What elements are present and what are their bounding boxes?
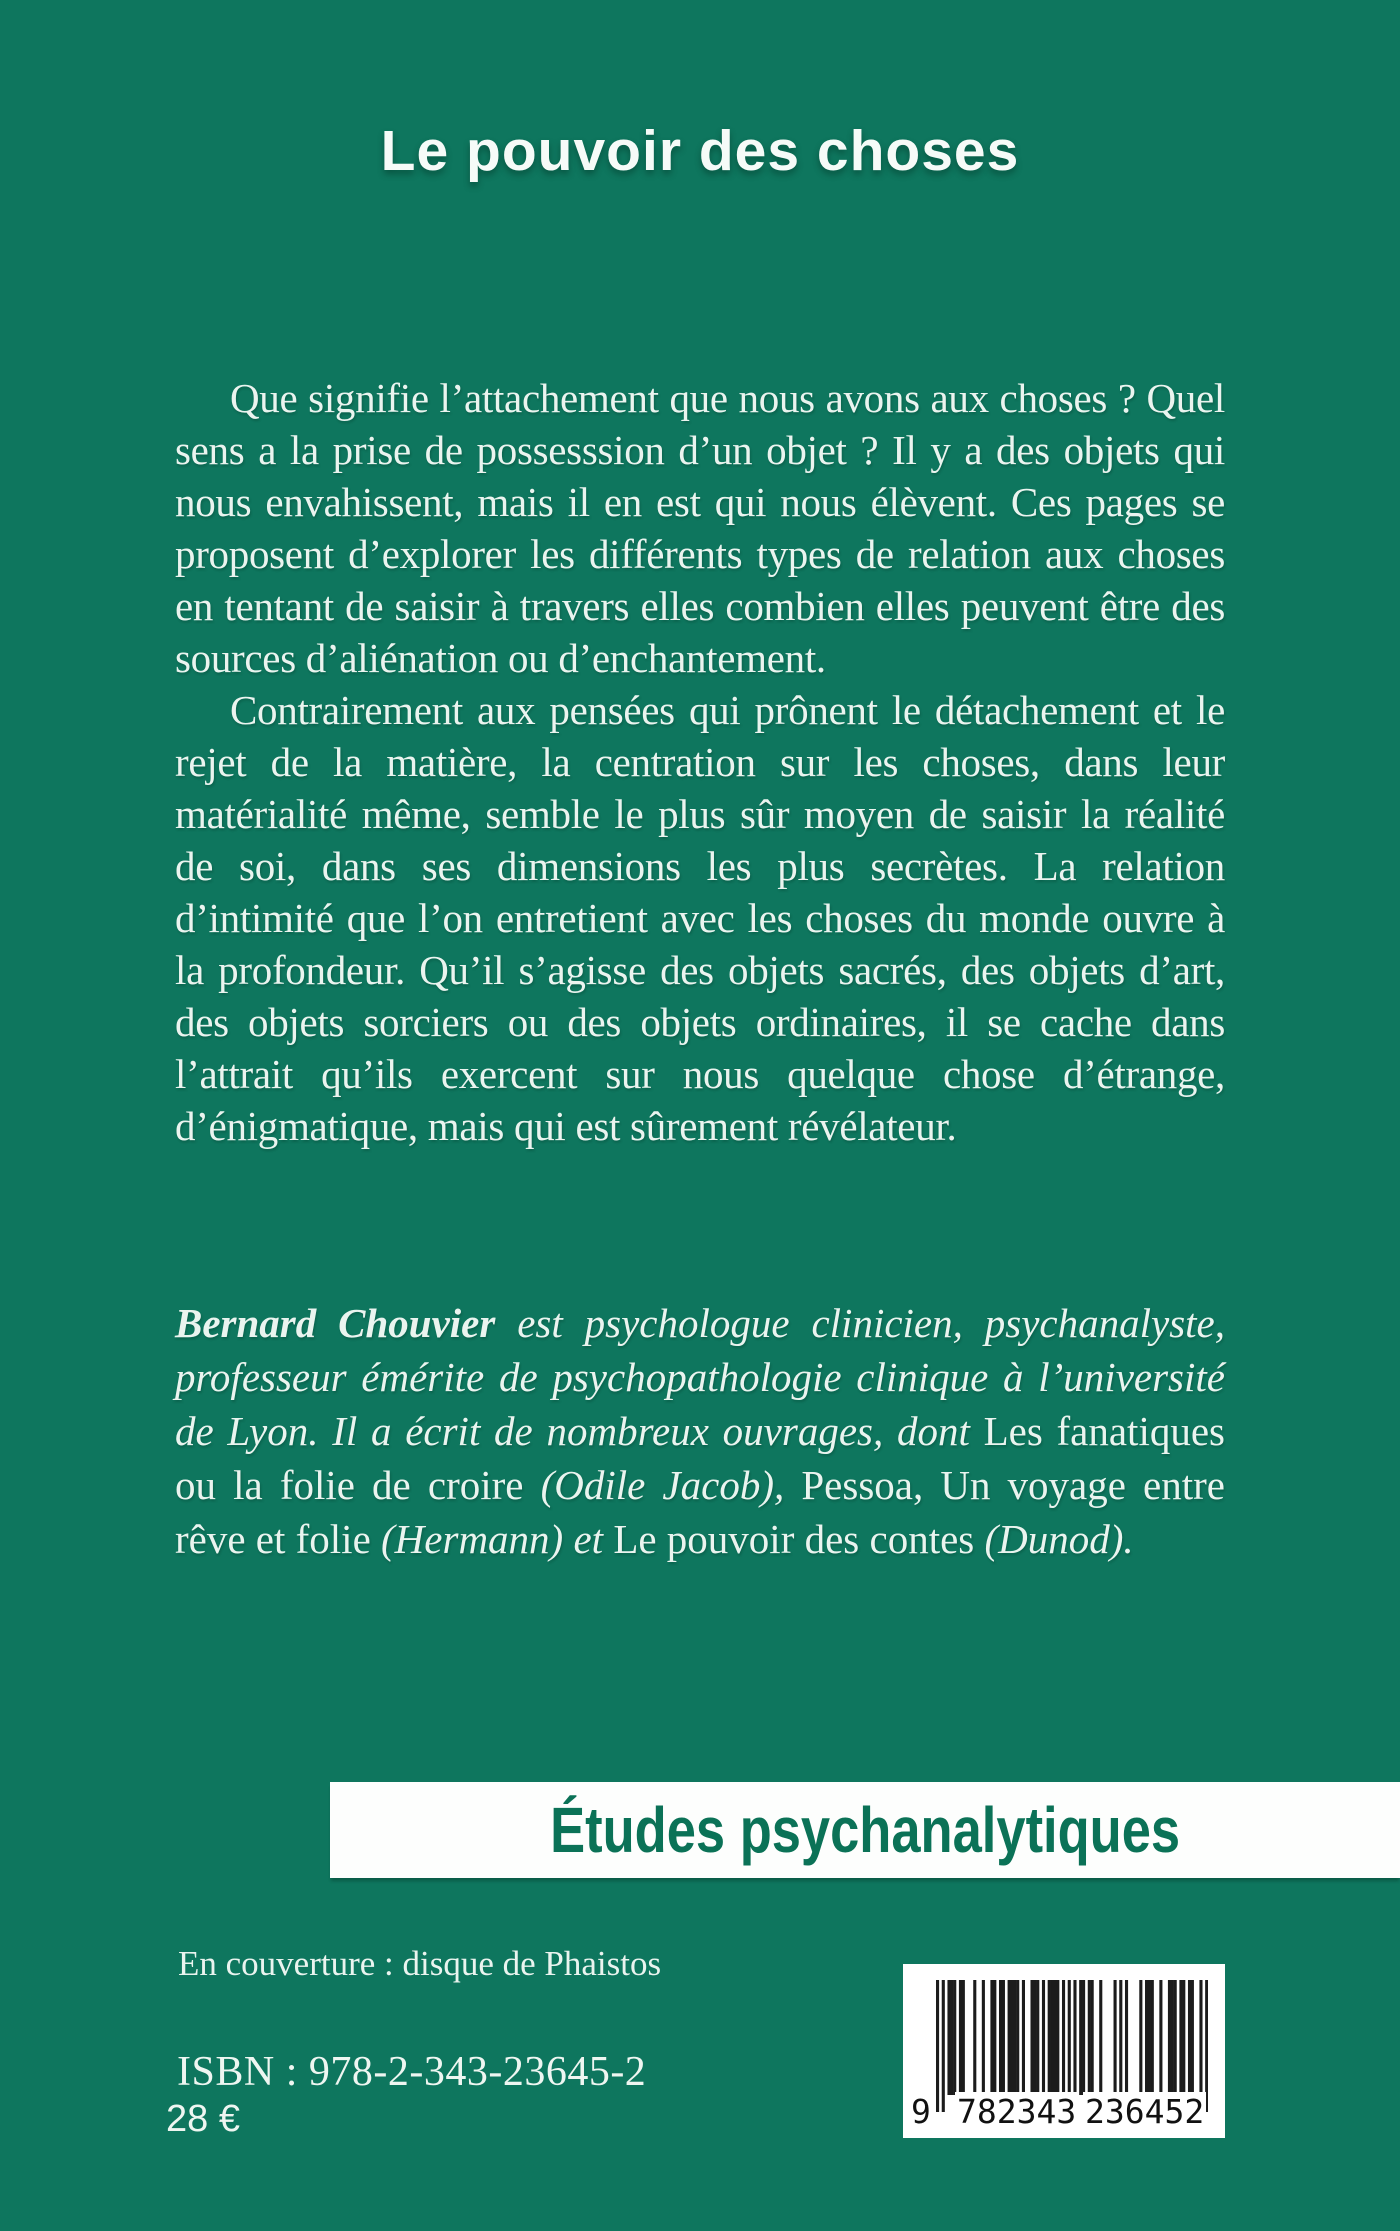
synopsis-block <box>175 372 1225 1152</box>
bio-segment: Bernard Chouvier <box>175 1300 496 1346</box>
barcode <box>903 1964 1225 2138</box>
barcode-digits <box>903 2092 1225 2132</box>
cover-illustration-note: En couverture : disque de Phaistos <box>178 1944 662 1983</box>
bio-segment: (Dunod). <box>984 1516 1134 1562</box>
price-label: 28 € <box>166 2098 240 2140</box>
bio-segment: est psychologue clinicien, psychanalyste, professeur émérite de psychopathologie clinique à l’université de Lyon. Il a écrit de nombreux ouvrages, dont <box>175 1300 1225 1454</box>
barcode-digit-left: 9 <box>911 2092 931 2131</box>
barcode-digit-group-1: 782343 <box>957 2092 1077 2131</box>
collection-banner <box>330 1782 1400 1878</box>
barcode-digit-group-2: 236452 <box>1085 2092 1205 2131</box>
book-title: Le pouvoir des choses <box>380 119 1020 183</box>
bio-segment: (Hermann) et <box>381 1516 614 1562</box>
bio-segment: (Odile Jacob), <box>540 1462 802 1508</box>
synopsis-paragraph-1: Que signifie l’attachement que nous avons aux choses ? Quel sens a la prise de possesssion d’un objet ? Il y a des objets qui nous envahissent, mais il en est qui nous élèvent. Ces pages se proposent d’explorer les différents types de relation aux choses en tentant de saisir à travers elles combien elles peuvent être des sources d’aliénation ou d’enchantement. <box>175 375 1225 681</box>
author-bio <box>175 1296 1225 1566</box>
collection-banner-label: Études psychanalytiques <box>550 1794 1180 1866</box>
bio-segment: Le pouvoir des contes <box>613 1516 985 1562</box>
synopsis-paragraph-2: Contrairement aux pensées qui prônent le détachement et le rejet de la matière, la centration sur les choses, dans leur matérialité même, semble le plus sûr moyen de saisir la réalité de soi, dans ses dimensions les plus secrètes. La relation d’intimité que l’on entretient avec les choses du monde ouvre à la profondeur. Qu’il s’agisse des objets sacrés, des objets d’art, des objets sorciers ou des objets ordinaires, il se cache dans l’attrait qu’ils exercent sur nous quelque chose d’étrange, d’énigmatique, mais qui est sûrement révélateur. <box>175 687 1225 1149</box>
bio-segment: Les fanatiques ou la folie de croire <box>175 1408 1225 1508</box>
isbn-label: ISBN : 978-2-343-23645-2 <box>177 2049 647 2095</box>
bio-segment: Pessoa, Un voyage entre rêve et folie <box>175 1462 1226 1562</box>
